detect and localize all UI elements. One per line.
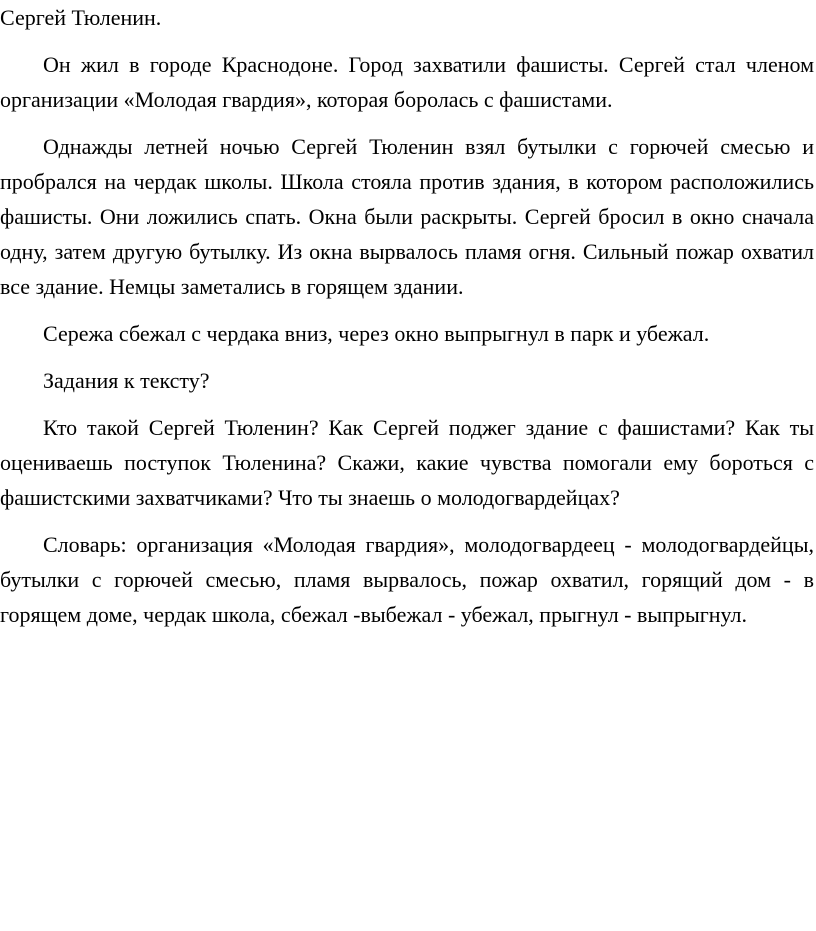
paragraph-questions: Кто такой Сергей Тюленин? Как Сергей поджег здание с фашистами? Как ты оцениваешь поступок Тюленина? Скажи, какие чувства помогали ему бороться с фашистскими захватчиками? Что ты знаешь о молодогвардейцах? — [0, 415, 814, 510]
document-title: Сергей Тюленин. — [0, 5, 162, 30]
tasks-heading: Задания к тексту? — [43, 368, 210, 393]
paragraph-night-attack: Однажды летней ночью Сергей Тюленин взял бутылки с горючей смесью и пробрался на чердак школы. Школа стояла против здания, в котором расположились фашисты. Они ложились спать. Окна были раскрыты. Сергей бросил в окно сначала одну, затем другую бутылку. Из окна вырвалось пламя огня. Сильный пожар охватил все здание. Немцы заметались в горящем здании. — [0, 134, 814, 299]
paragraph-escape: Сережа сбежал с чердака вниз, через окно выпрыгнул в парк и убежал. — [43, 321, 710, 346]
paragraph-vocabulary: Словарь: организация «Молодая гвардия», молодогвардеец - молодогвардейцы, бутылки с горючей смесью, пламя вырвалось, пожар охватил, горящий дом - в горящем доме, чердак школа, сбежал -выбежал - убежал, прыгнул - выпрыгнул. — [0, 532, 814, 627]
paragraph-city: Он жил в городе Краснодоне. Город захватили фашисты. Сергей стал членом организации «Молодая гвардия», которая боролась с фашистами. — [0, 52, 814, 112]
